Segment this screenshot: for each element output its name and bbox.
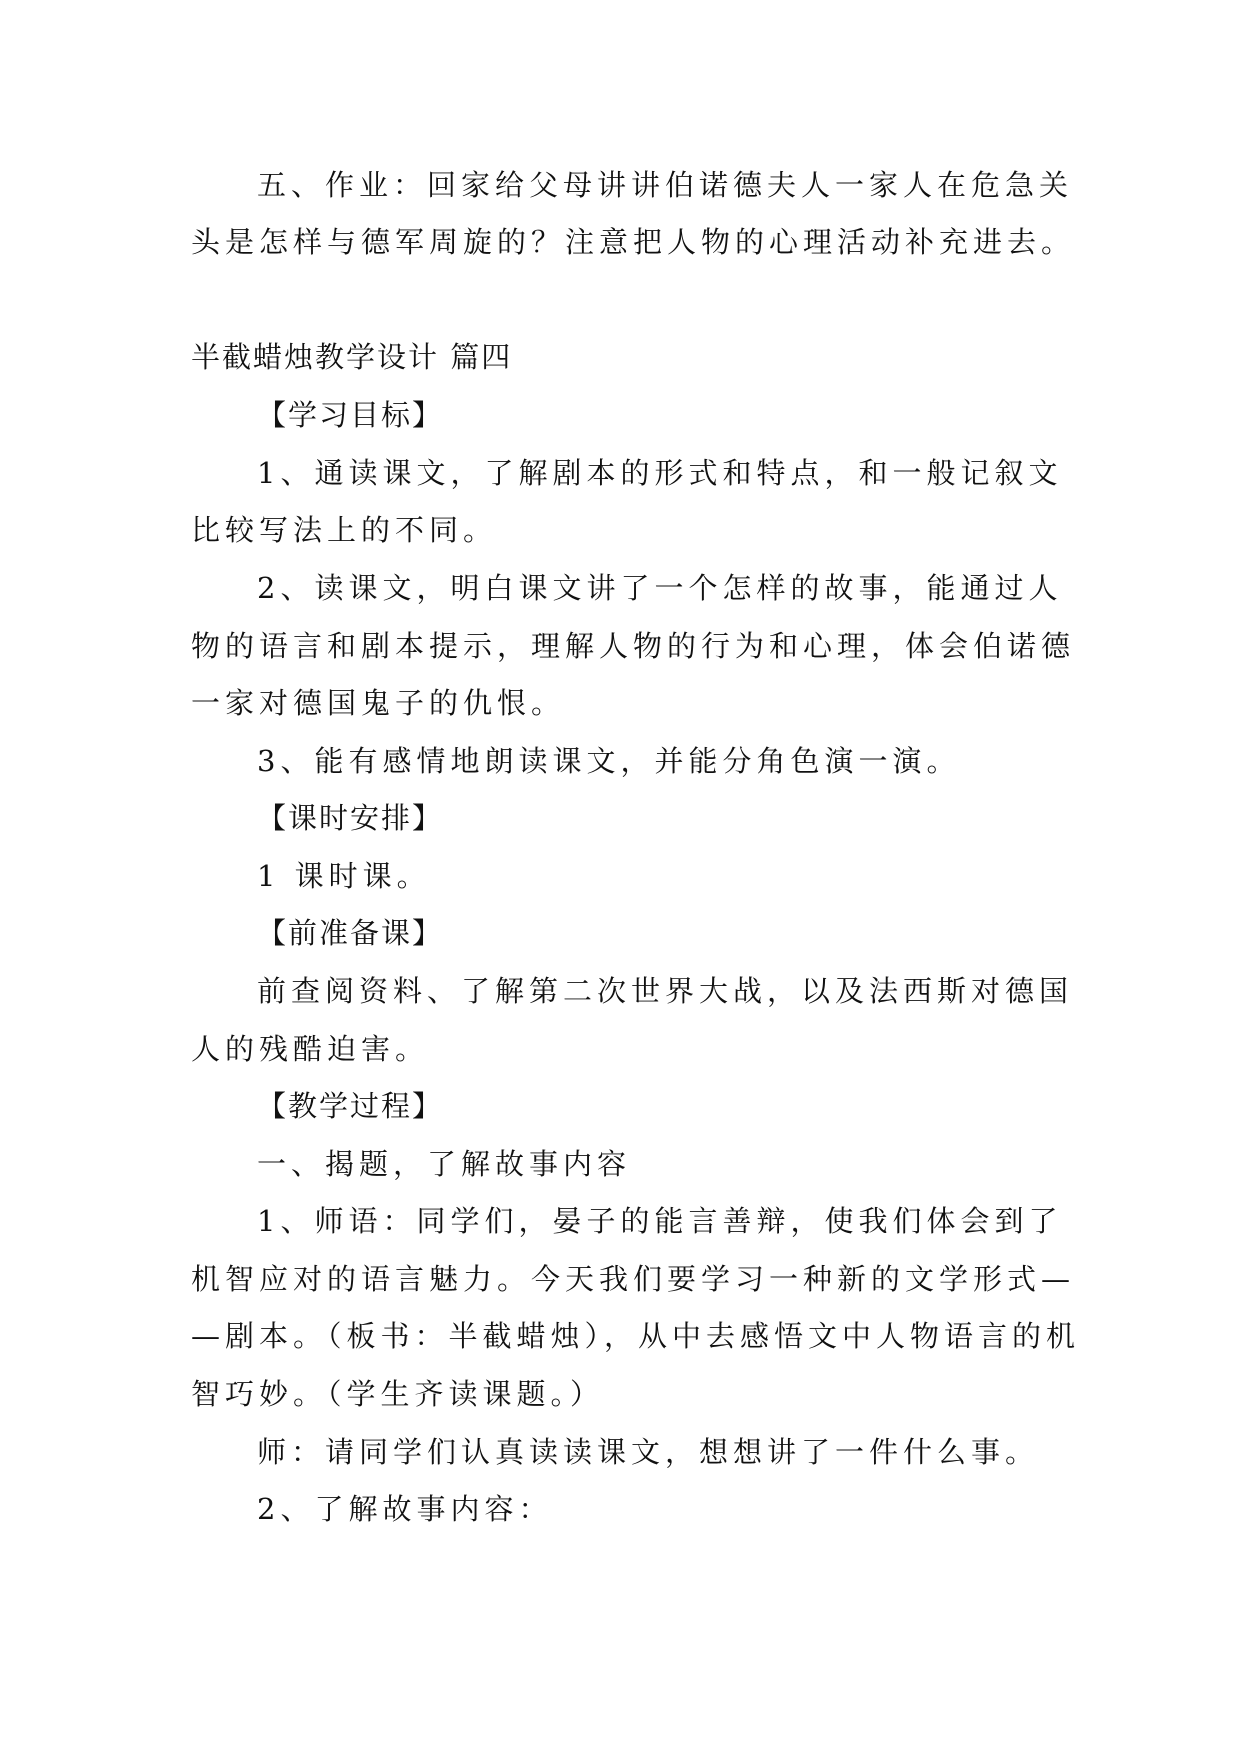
goal-3: 3、能有感情地朗读课文，并能分角色演一演。 xyxy=(257,744,961,778)
step-1-1-line-4: 智巧妙。（学生齐读课题。） xyxy=(191,1377,605,1411)
step-1-2: 2、了解故事内容： xyxy=(257,1492,553,1526)
step-1-title: 一、揭题，了解故事内容 xyxy=(257,1147,632,1181)
heading-learning-goals: 【学习目标】 xyxy=(257,398,444,432)
step-1-1-line-1: 1、师语：同学们，晏子的能言善辩，使我们体会到了 xyxy=(257,1204,1063,1238)
goal-1-line-1: 1、通读课文，了解剧本的形式和特点，和一般记叙文 xyxy=(257,456,1063,490)
prep-line-1: 前查阅资料、了解第二次世界大战，以及法西斯对德国 xyxy=(257,974,1074,1008)
step-1-1-line-3: —剧本。（板书：半截蜡烛），从中去感悟文中人物语言的机 xyxy=(191,1319,1081,1353)
schedule-text: 1 课时课。 xyxy=(257,859,431,893)
heading-preparation: 【前准备课】 xyxy=(257,916,444,950)
prep-line-2: 人的残酷迫害。 xyxy=(191,1032,430,1066)
section-title: 半截蜡烛教学设计 篇四 xyxy=(191,340,513,374)
homework-paragraph-line-2: 头是怎样与德军周旋的？注意把人物的心理活动补充进去。 xyxy=(191,225,1076,259)
goal-2-line-2: 物的语言和剧本提示，理解人物的行为和心理，体会伯诺德 xyxy=(191,629,1076,663)
goal-1-line-2: 比较写法上的不同。 xyxy=(191,513,498,547)
heading-teaching-process: 【教学过程】 xyxy=(257,1089,444,1123)
goal-2-line-1: 2、读课文，明白课文讲了一个怎样的故事，能通过人 xyxy=(257,571,1063,605)
goal-2-line-3: 一家对德国鬼子的仇恨。 xyxy=(191,686,566,720)
teacher-prompt: 师：请同学们认真读读课文，想想讲了一件什么事。 xyxy=(257,1435,1040,1469)
step-1-1-line-2: 机智应对的语言魅力。今天我们要学习一种新的文学形式— xyxy=(191,1262,1076,1296)
heading-schedule: 【课时安排】 xyxy=(257,801,444,835)
homework-paragraph-line-1: 五、作业：回家给父母讲讲伯诺德夫人一家人在危急关 xyxy=(257,168,1074,202)
